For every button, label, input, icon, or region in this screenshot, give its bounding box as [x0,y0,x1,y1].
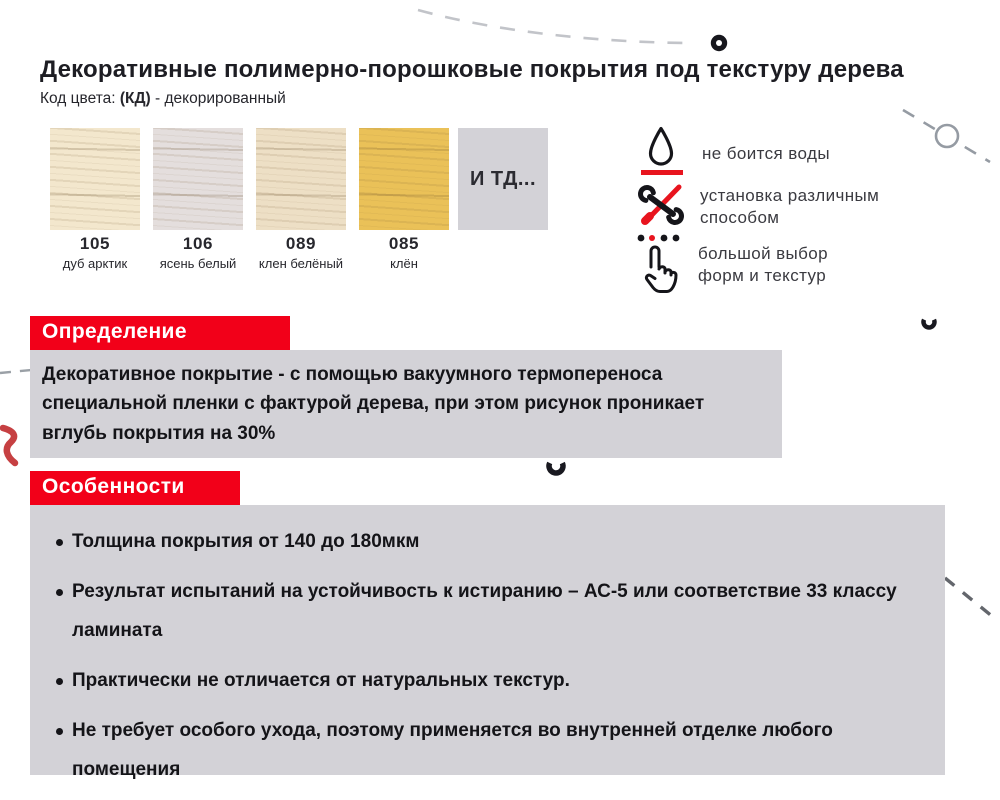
feature-item: Не требует особого ухода, поэтому применяется во внутренней отделке любого помещения [55,712,842,790]
tap-hand-icon [637,233,685,293]
definition-panel [30,350,782,458]
color-code-suffix: - декорированный [150,90,286,107]
benefit-label-install: установка различным способом [700,186,880,228]
wood-swatch-089 [256,128,346,230]
swatch-name: клен белёный [258,256,344,271]
swatch-code: 089 [285,234,317,253]
feature-item: Результат испытаний на устойчивость к истиранию – АС-5 или соответствие 33 классу ламината [55,573,920,651]
swatch-label [153,234,243,271]
definition-text: Декоративное покрытие - с помощью вакуумного термопереноса специальной пленки с фактурой дерева, при этом рисунок проникает вглубь покрытия на 30% [42,364,705,444]
dashed-curve-decoration [408,2,738,56]
features-header [30,471,240,505]
definition-header-label: Определение [42,320,187,343]
feature-item: Практически не отличается от натуральных текстур. [55,662,920,701]
dash-decoration-left [0,364,34,380]
wood-swatch-105 [50,128,140,230]
swatch-name: ясень белый [159,256,237,271]
page-title: Декоративные полимерно-порошковые покрытия под текстуру дерева [40,56,904,83]
red-squiggle-decoration [0,423,30,469]
wood-swatch-085 [359,128,449,230]
swatch-label [359,234,449,271]
swatch-label [256,234,346,271]
etc-label: И ТД... [469,167,537,190]
wood-swatch-106 [153,128,243,230]
wrench-screwdriver-icon [637,184,685,226]
features-list [55,523,920,790]
red-underline [641,170,683,175]
swatch-label [50,234,140,271]
color-code-value: (КД) [119,90,151,107]
swatch-code: 106 [182,234,214,253]
feature-item: Толщина покрытия от 140 до 180мкм [55,523,920,562]
definition-header [30,316,290,350]
swatch-name: дуб арктик [62,256,128,271]
features-panel [30,505,945,780]
swatch-code: 105 [79,234,111,253]
benefit-label-choice: большой выбор форм и текстур [698,244,829,286]
dashed-line-ring-decoration [895,102,1000,174]
benefit-label-water: не боится воды [702,144,830,163]
swatch-code: 085 [388,234,420,253]
color-code-prefix: Код цвета: [40,90,120,107]
comma-decoration [918,310,940,334]
water-drop-icon [646,126,676,166]
color-code-line [40,90,286,108]
swatch-name: клён [390,256,418,271]
etc-box [458,128,548,230]
features-header-label: Особенности [42,475,185,498]
